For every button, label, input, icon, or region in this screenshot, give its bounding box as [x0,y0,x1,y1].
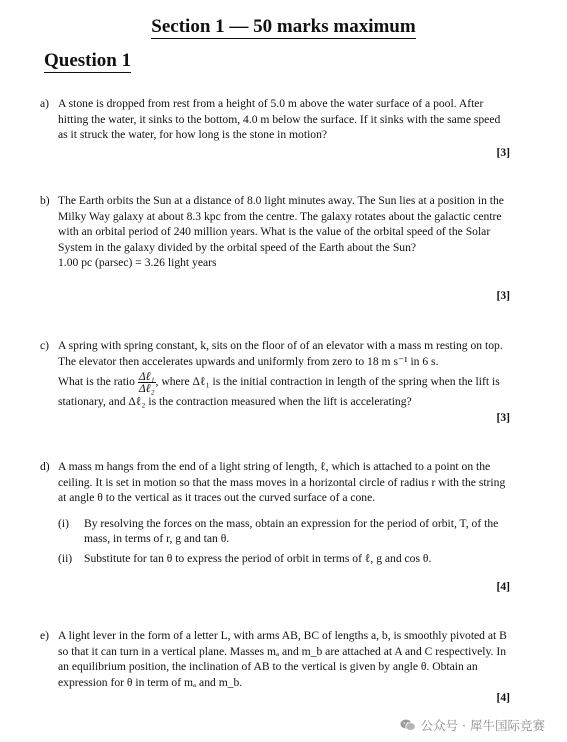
wechat-icon [400,718,416,732]
part-c [40,338,510,424]
part-b [40,193,510,302]
watermark-text: 公众号 · 犀牛国际竞赛 [420,718,545,733]
subpart-i [58,516,510,547]
part-label: a) [40,97,50,110]
marks-badge: [3] [496,146,510,159]
marks-badge: [3] [496,289,510,302]
question-title: Question 1 [44,50,132,71]
marks-badge: [4] [496,580,510,593]
subpart-text: Substitute for tan θ to express the period of orbit in terms of ℓ, g and cos θ. [84,551,432,565]
part-e [40,628,510,704]
part-text: A stone is dropped from rest from a height of 5.0 m above the water surface of a pool. After hitting the water, it sinks to the bottom, 4.0 m below the surface. If it sinks with the same speed as it struck the water, for how long is the stone in motion? [58,97,501,142]
part-note: 1.00 pc (parsec) = 3.26 light years [58,256,217,270]
section-title: Section 1 — 50 marks maximum [151,16,416,37]
part-d [40,459,510,593]
part-label: e) [40,629,50,642]
subpart-ii [58,551,510,567]
part-label: d) [40,460,50,473]
subpart-text: By resolving the forces on the mass, obtain an expression for the period of orbit, T, of the mass, in terms of r, g and tan θ. [84,516,499,546]
part-label: c) [40,339,50,352]
part-text: A light lever in the form of a letter L, with arms AB, BC of lengths a, b, is smoothly pivoted at B so that it can turn in a vertical plane. Masses mₐ and m_b are attached at A and C respectively. In an equilibrium position, the inclination of AB to the vertical is given by angle θ. Obtain an expression for θ in term of mₐ and m_b. [58,629,507,689]
part-text: A mass m hangs from the end of a light string of length, ℓ, which is attached to a point on the ceiling. It is set in motion so that the mass moves in a horizontal circle of radius r with the string at angle θ to the vertical as it traces out the curved surface of a cone. [58,460,506,505]
subpart-label: (i) [58,516,69,530]
part-a [40,96,510,159]
part-label: b) [40,194,50,207]
part-text: The Earth orbits the Sun at a distance of 8.0 light minutes away. The Sun lies at a position in the Milky Way galaxy at about 8.3 kpc from the centre. The galaxy rotates about the galactic centre with an orbital period of 240 million years. What is the value of the orbital speed of the Solar System in the galaxy divided by the orbital speed of the Earth about the Sun? [58,194,504,254]
marks-badge: [4] [496,691,510,704]
part-text: A spring with spring constant, k, sits on the floor of of an elevator with a mass m resting on top. The elevator then accelerates upwards and uniformly from zero to 18 m s⁻¹ in 6 s. [58,339,503,368]
watermark [400,716,545,734]
subpart-label: (ii) [58,551,73,565]
marks-badge: [3] [496,411,510,424]
ratio-fraction: $\frac{\text{Δℓ₁}}{\text{Δℓ₂}}$ [138,370,155,396]
part-text-ratio: What is the ratio $\frac{\text{Δℓ₁}}{\text{Δℓ₂}}$ , where Δℓ₁ is the initial contraction in length of the spring when the lift is stationary, and Δℓ₂ is the contraction measured when the lift is accelerating? [58,370,500,409]
